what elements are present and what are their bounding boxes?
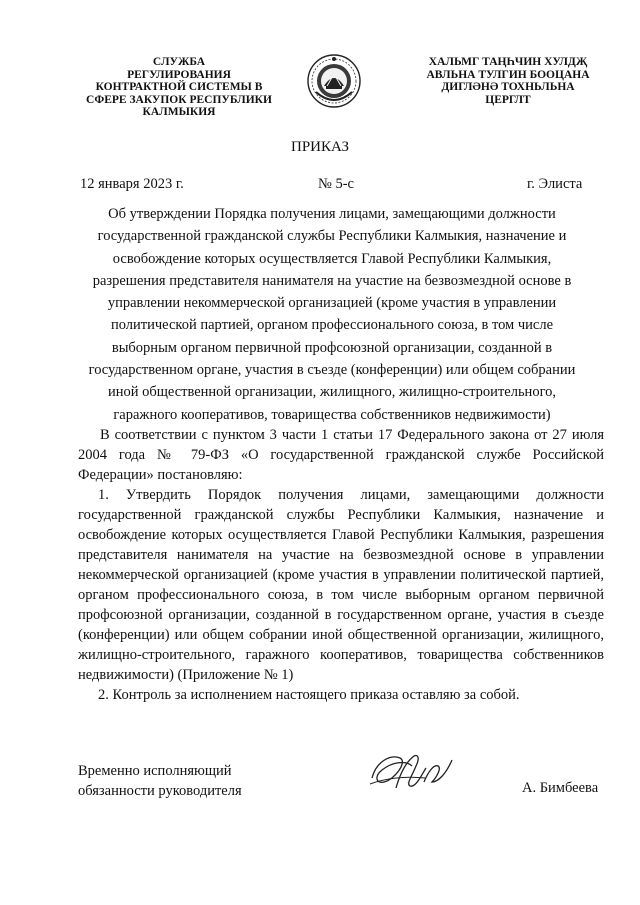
document-date: 12 января 2023 г. [80, 176, 184, 192]
preamble-paragraph: В соответствии с пунктом 3 части 1 статьи 17 Федерального закона от 27 июля 2004 года № 79-ФЗ «О государственной гражданской службе Российской Федерации» постановляю: [78, 427, 604, 483]
agency-name-line: РЕГУЛИРОВАНИЯ [127, 68, 231, 81]
order-item-2: 2. Контроль за исполнением настоящего приказа оставляю за собой. [98, 687, 520, 703]
handwritten-signature-icon [366, 748, 462, 796]
document-subject [62, 203, 602, 426]
agency-name-russian [60, 56, 298, 119]
agency-name-line: СФЕРЕ ЗАКУПОК РЕСПУБЛИКИ [86, 93, 272, 106]
document-city: г. Элиста [527, 176, 583, 192]
agency-name-line: ДИГЛӘНӘ ТОХНЬЛЬНА [441, 81, 575, 93]
signer-name: А. Бимбеева [522, 780, 599, 796]
agency-name-line: СЛУЖБА [152, 56, 206, 68]
signer-position [78, 761, 242, 801]
subject-line: политической партией, органом профессионального союза, в том числе [110, 317, 554, 334]
document-number: № 5-с [318, 176, 354, 192]
signer-position-line: Временно исполняющий [78, 763, 232, 779]
agency-name-kalmyk [410, 56, 606, 106]
subject-line: Об утверждении Порядка получения лицами, замещающими должности [108, 206, 556, 222]
subject-line: выборным органом первичной профсоюзной организации, созданной в [111, 339, 553, 356]
subject-line: государственной гражданской службы Республики Калмыкия, назначение и [97, 228, 567, 245]
coat-of-arms-emblem-icon [306, 52, 362, 110]
document-title: ПРИКАЗ [291, 139, 349, 155]
subject-line: освобождение которых осуществляется Главой Республики Калмыкия, [112, 250, 552, 267]
order-item-1: 1. Утвердить Порядок получения лицами, замещающими должности государственной гражданской службы Республики Калмыкия, назначение и освобождение которых осуществляется Главой Республики Калмыкия, разрешения представителя нанимателя на участие на безвозмездной основе в управлении некоммерческой организацией (кроме участия в управлении политической партией, органом профессионального союза, в том числе выборным органом первичной профсоюзной организации, созданной в государственном органе, участия в съезде (конференции) или общем собрании иной общественной организации, жилищного, жилищно-строительного, гаражного кооперативов, товарищества собственников недвижимости) (Приложение № 1) [78, 487, 604, 683]
agency-name-line: ЦЕРГЛТ [485, 93, 531, 106]
subject-line: управлении некоммерческой организацией (кроме участия в управлении [107, 295, 557, 312]
subject-line: гаражного кооперативов, товарищества собственников недвижимости) [113, 406, 551, 423]
agency-name-line: ХАЛЬМГ ТАҢҺЧИН ХУЛДҖ [428, 56, 588, 68]
agency-name-line: КАЛМЫКИЯ [142, 106, 216, 118]
agency-name-line: АВЛЬНА ТУЛГИН БООЦАНА [426, 68, 590, 81]
subject-line: разрешения представителя нанимателя на участие на безвозмездной основе в [92, 272, 572, 289]
subject-line: иной общественной организации, жилищного, жилищно-строительного, [107, 384, 557, 401]
agency-name-line: КОНТРАКТНОЙ СИСТЕМЫ В [95, 81, 263, 93]
signer-position-line: обязанности руководителя [78, 783, 242, 799]
document-body [78, 425, 604, 705]
subject-line: государственном органе, участия в съезде (конференции) или общем собрании [88, 362, 576, 379]
